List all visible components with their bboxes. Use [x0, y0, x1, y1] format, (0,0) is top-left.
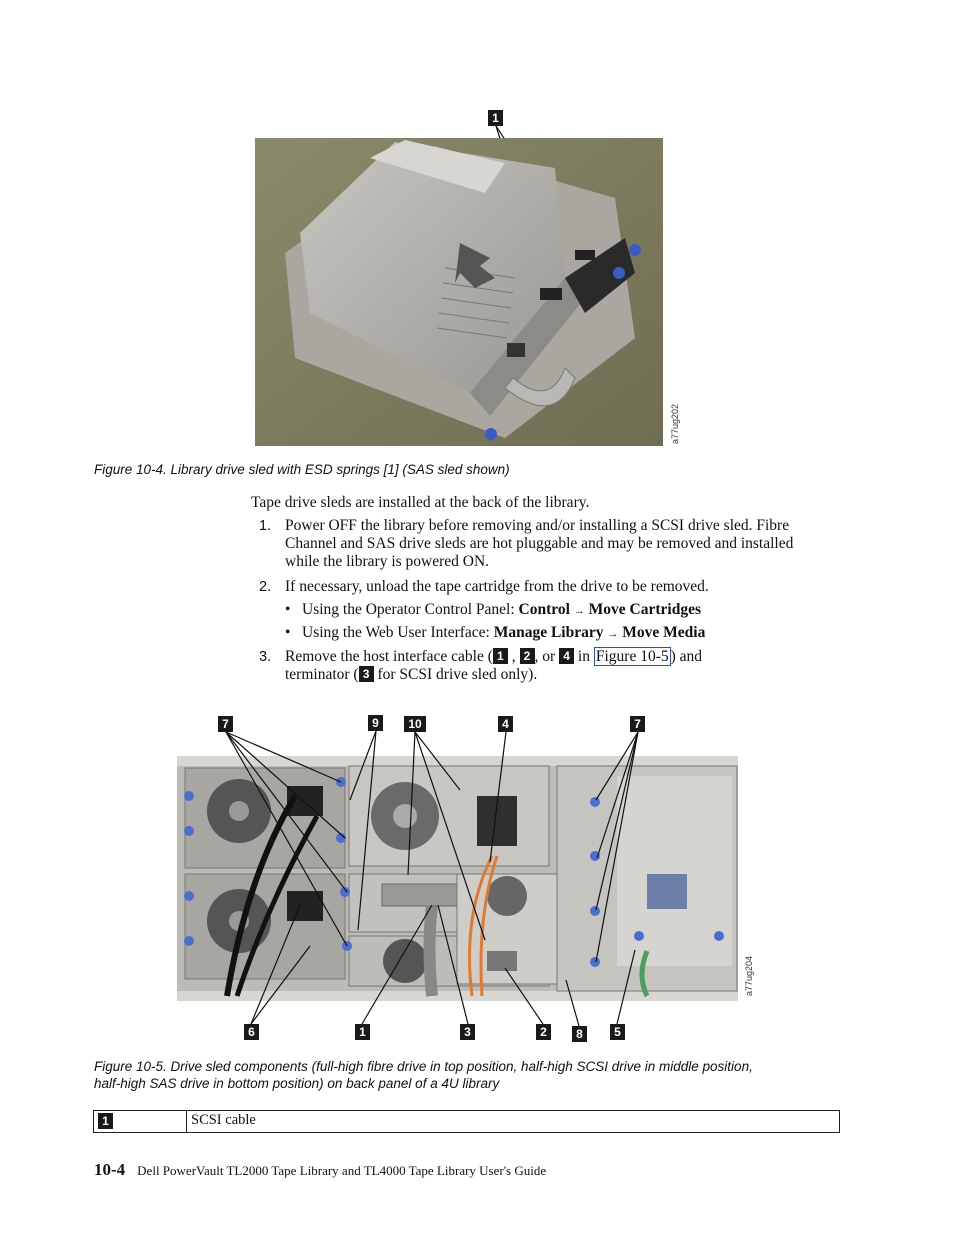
figure-watermark: a77ug204	[744, 955, 754, 996]
callout-legend-table	[93, 1110, 840, 1133]
figure-callout-2: 2	[536, 1024, 551, 1040]
figure-callout-1: 1	[488, 110, 503, 126]
step-3-line2-a: terminator (	[285, 666, 359, 683]
step-1-text: Power OFF the library before removing and/or installing a SCSI drive sled. Fibre Channel and SAS drive sleds are hot pluggable and may be removed and installed while the library is powered ON.	[285, 517, 794, 570]
legend-callout-1: 1	[98, 1113, 113, 1129]
inline-callout-2: 2	[520, 648, 535, 664]
figure-watermark: a77ug202	[670, 403, 680, 444]
figure-callout-3: 3	[460, 1024, 475, 1040]
bullet-2-prefix: Using the Web User Interface:	[302, 624, 494, 641]
bullet-1-prefix: Using the Operator Control Panel:	[302, 601, 519, 618]
figure-callout-7-left: 7	[218, 716, 233, 732]
bullet-dot: •	[285, 601, 291, 618]
inline-callout-3: 3	[359, 666, 374, 682]
legend-description-cell: SCSI cable	[187, 1111, 840, 1133]
figure-callout-10: 10	[404, 716, 426, 732]
step-3-number: 3.	[259, 649, 272, 665]
bullet-1-menu-control: Control	[518, 601, 570, 618]
step-3-text-b: ) and	[670, 648, 703, 665]
bullet-1-menu-move-cartridges: Move Cartridges	[588, 601, 702, 618]
bullet-2-menu-move-media: Move Media	[622, 624, 706, 641]
figure-10-5-caption-line-2: half-high SAS drive in bottom position) on back panel of a 4U library	[94, 1076, 500, 1091]
table-row	[94, 1111, 840, 1133]
figure-callout-7-right: 7	[630, 716, 645, 732]
step-3-sep-2: , or	[534, 648, 556, 665]
inline-callout-1: 1	[493, 648, 508, 664]
step-2-number: 2.	[259, 579, 272, 595]
step-2-text: If necessary, unload the tape cartridge from the drive to be removed.	[285, 578, 709, 595]
bullet-dot: •	[285, 624, 291, 641]
arrow-icon: →	[573, 605, 585, 617]
intro-paragraph: Tape drive sleds are installed at the back of the library.	[251, 494, 590, 511]
legend-callout-cell	[94, 1111, 187, 1133]
inline-callout-4: 4	[559, 648, 574, 664]
step-3-sep-1: ,	[511, 648, 516, 665]
step-3-line2-b: for SCSI drive sled only).	[377, 666, 538, 683]
figure-10-5-caption-line-1: Figure 10-5. Drive sled components (full-high fibre drive in top position, half-high SCSI drive in middle position,	[94, 1059, 753, 1074]
arrow-icon: →	[607, 628, 619, 640]
bullet-2-menu-manage-library: Manage Library	[493, 624, 604, 641]
figure-10-4-caption: Figure 10-4. Library drive sled with ESD springs [1] (SAS sled shown)	[94, 462, 510, 477]
step-3-text-a: Remove the host interface cable (	[285, 648, 493, 665]
figure-callout-5: 5	[610, 1024, 625, 1040]
figure-10-5-caption	[94, 1058, 854, 1092]
figure-callout-6: 6	[244, 1024, 259, 1040]
figure-callout-8: 8	[572, 1026, 587, 1042]
figure-callout-9: 9	[368, 715, 383, 731]
document-title: Dell PowerVault TL2000 Tape Library and TL4000 Tape Library User's Guide	[137, 1163, 547, 1178]
page-number: 10-4	[94, 1160, 126, 1179]
page-footer	[94, 1160, 854, 1180]
figure-callout-4: 4	[498, 716, 513, 732]
figure-callout-1: 1	[355, 1024, 370, 1040]
step-1-number: 1.	[259, 518, 272, 534]
figure-10-5-link[interactable]: Figure 10-5	[595, 648, 669, 665]
step-3-in: in	[574, 648, 594, 665]
